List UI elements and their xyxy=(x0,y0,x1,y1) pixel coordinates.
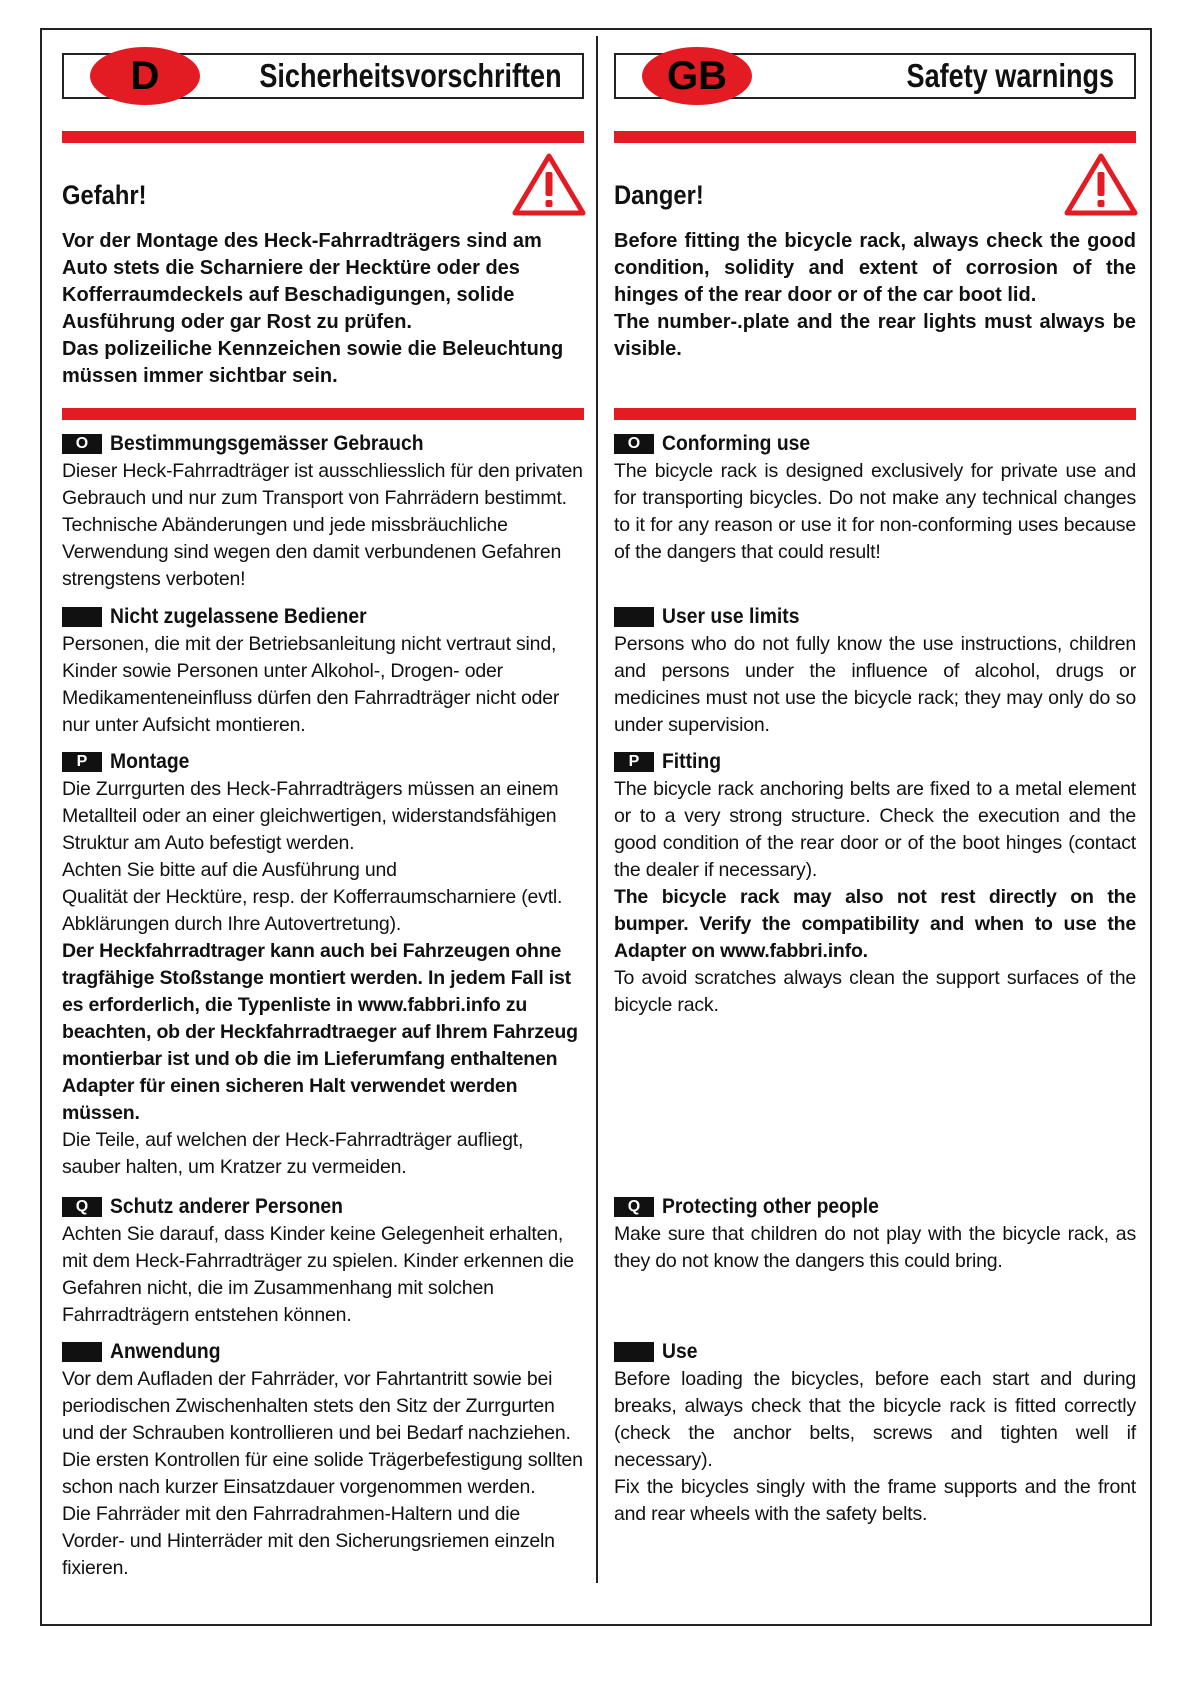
section-marker xyxy=(614,1342,654,1362)
section-marker: Q xyxy=(614,1197,654,1217)
section-title: Bestimmungsgemässer Gebrauch xyxy=(110,432,424,455)
header-box xyxy=(62,53,584,99)
section-title: Protecting other people xyxy=(662,1195,879,1218)
danger-paragraph: Vor der Montage des Heck-Fahrradträgers sind am Auto stets die Scharniere der Hecktüre oder des Kofferraumdeckels auf Beschadigungen, solide Ausführung oder gar Rost zu prüfen. xyxy=(62,230,542,333)
section-protect-others xyxy=(614,1193,1136,1275)
section-text: Achten Sie darauf, dass Kinder keine Gelegenheit erhalten, mit dem Heck-Fahrradträger zu spielen. Kinder erkennen die Gefahren nicht, die im Zusammenhang mit solchen Fahrradträgern entstehen können. xyxy=(62,1223,574,1326)
section-marker: Q xyxy=(62,1197,102,1217)
section-text: Personen, die mit der Betriebsanleitung nicht vertraut sind, Kinder sowie Personen unter Alkohol-, Drogen- oder Medikamenteneinfluss dürfen den Fahrradträger nicht oder nur unter Aufsicht montieren. xyxy=(62,633,560,736)
language-badge: GB xyxy=(642,47,752,105)
section-intended-use xyxy=(62,430,584,593)
danger-title: Gefahr! xyxy=(62,180,147,210)
column-divider xyxy=(596,36,598,1583)
section-text: Fix the bicycles singly with the frame supports and the front and rear wheels with the safety belts. xyxy=(614,1476,1136,1525)
section-unauthorized-operators xyxy=(62,603,584,739)
danger-text xyxy=(614,228,1136,363)
red-divider xyxy=(614,408,1136,420)
section-marker: O xyxy=(614,434,654,454)
section-title: Fitting xyxy=(662,750,722,773)
section-text: Qualität der Hecktüre, resp. der Kofferraumscharniere (evtl. Abklärungen durch Ihre Autovertretung). xyxy=(62,886,563,935)
language-badge: D xyxy=(90,47,200,105)
section-marker xyxy=(62,1342,102,1362)
section-text: Before loading the bicycles, before each start and during breaks, always check that the bicycle rack is fitted correctly (check the anchor belts, screws and tighten well if necessary). xyxy=(614,1368,1136,1471)
section-bold-text: Der Heckfahrradtrager kann auch bei Fahrzeugen ohne tragfähige Stoßstange montiert werden. In jedem Fall ist es erforderlich, die Typenliste in www.fabbri.info zu beachten, ob der Heckfahrradtraeger auf Ihrem Fahrzeug montierbar ist und ob die im Lieferumfang enthaltenen Adapter für einen sicheren Halt verwendet werden müssen. xyxy=(62,940,578,1124)
english-column xyxy=(614,0,1138,1600)
german-column xyxy=(62,0,586,1600)
section-text: Make sure that children do not play with the bicycle rack, as they do not know the dangers this could bring. xyxy=(614,1223,1136,1272)
section-text: Persons who do not fully know the use instructions, children and persons under the influence of alcohol, drugs or medicines must not use the bicycle rack; they may only do so under supervision. xyxy=(614,633,1136,736)
section-text: Die Fahrräder mit den Fahrradrahmen-Haltern und die Vorder- und Hinterräder mit den Sicherungsriemen einzeln fixieren. xyxy=(62,1503,555,1579)
red-divider xyxy=(62,131,584,143)
section-text: Achten Sie bitte auf die Ausführung und xyxy=(62,859,397,881)
section-text: To avoid scratches always clean the support surfaces of the bicycle rack. xyxy=(614,967,1136,1016)
section-marker: P xyxy=(614,752,654,772)
section-text: Dieser Heck-Fahrradträger ist ausschliesslich für den privaten Gebrauch und nur zum Transport von Fahrrädern bestimmt. Technische Abänderungen und jede missbräuchliche Verwendung sind wegen den damit verbundenen Gefahren strengstens verboten! xyxy=(62,460,583,590)
section-title: Conforming use xyxy=(662,432,811,455)
section-text: Die Teile, auf welchen der Heck-Fahrradträger aufliegt, sauber halten, um Kratzer zu vermeiden. xyxy=(62,1129,524,1178)
danger-paragraph: Before fitting the bicycle rack, always check the good condition, solidity and extent of corrosion of the hinges of the rear door or of the car boot lid. xyxy=(614,230,1136,306)
section-mounting xyxy=(62,748,584,1181)
section-text: The bicycle rack anchoring belts are fixed to a metal element or to a very strong structure. Check the execution and the good condition of the rear door or of the boot hinges (contact the dealer if necessary). xyxy=(614,778,1136,881)
header-title: Sicherheitsvorschriften xyxy=(259,57,562,94)
section-text: The bicycle rack is designed exclusively for private use and for transporting bicycles. Do not make any technical changes to it for any reason or use it for non-conforming uses because of the dangers that could result! xyxy=(614,460,1136,563)
section-title: Anwendung xyxy=(110,1340,221,1363)
warning-triangle-icon xyxy=(1064,152,1138,216)
section-use xyxy=(614,1338,1136,1528)
section-marker: O xyxy=(62,434,102,454)
section-title: Montage xyxy=(110,750,190,773)
danger-paragraph: The number-.plate and the rear lights must always be visible. xyxy=(614,311,1136,360)
danger-text xyxy=(62,228,584,390)
danger-paragraph: Das polizeiliche Kennzeichen sowie die Beleuchtung müssen immer sichtbar sein. xyxy=(62,338,564,387)
section-text: Die Zurrgurten des Heck-Fahrradträgers müssen an einem Metallteil oder an einer gleichwertigen, widerstandsfähigen Struktur am Auto befestigt werden. xyxy=(62,778,559,854)
section-marker xyxy=(62,607,102,627)
red-divider xyxy=(614,131,1136,143)
header-box xyxy=(614,53,1136,99)
section-marker: P xyxy=(62,752,102,772)
danger-title: Danger! xyxy=(614,180,704,210)
header-title: Safety warnings xyxy=(906,57,1114,94)
section-usage xyxy=(62,1338,584,1582)
warning-triangle-icon xyxy=(512,152,586,216)
section-marker xyxy=(614,607,654,627)
red-divider xyxy=(62,408,584,420)
section-text: Vor dem Aufladen der Fahrräder, vor Fahrtantritt sowie bei periodischen Zwischenhalten stets den Sitz der Zurrgurten und der Schrauben kontrollieren und bei Bedarf nachziehen. Die ersten Kontrollen für eine solide Trägerbefestigung sollten schon nach kurzer Einsatzdauer vorgenommen werden. xyxy=(62,1368,583,1498)
section-conforming-use xyxy=(614,430,1136,566)
section-user-limits xyxy=(614,603,1136,739)
section-bold-text: The bicycle rack may also not rest directly on the bumper. Verify the compatibility and when to use the Adapter on www.fabbri.info. xyxy=(614,886,1136,962)
section-title: Schutz anderer Personen xyxy=(110,1195,343,1218)
section-fitting xyxy=(614,748,1136,1019)
section-protect-others xyxy=(62,1193,584,1329)
section-title: Use xyxy=(662,1340,698,1363)
section-title: User use limits xyxy=(662,605,800,628)
section-title: Nicht zugelassene Bediener xyxy=(110,605,367,628)
